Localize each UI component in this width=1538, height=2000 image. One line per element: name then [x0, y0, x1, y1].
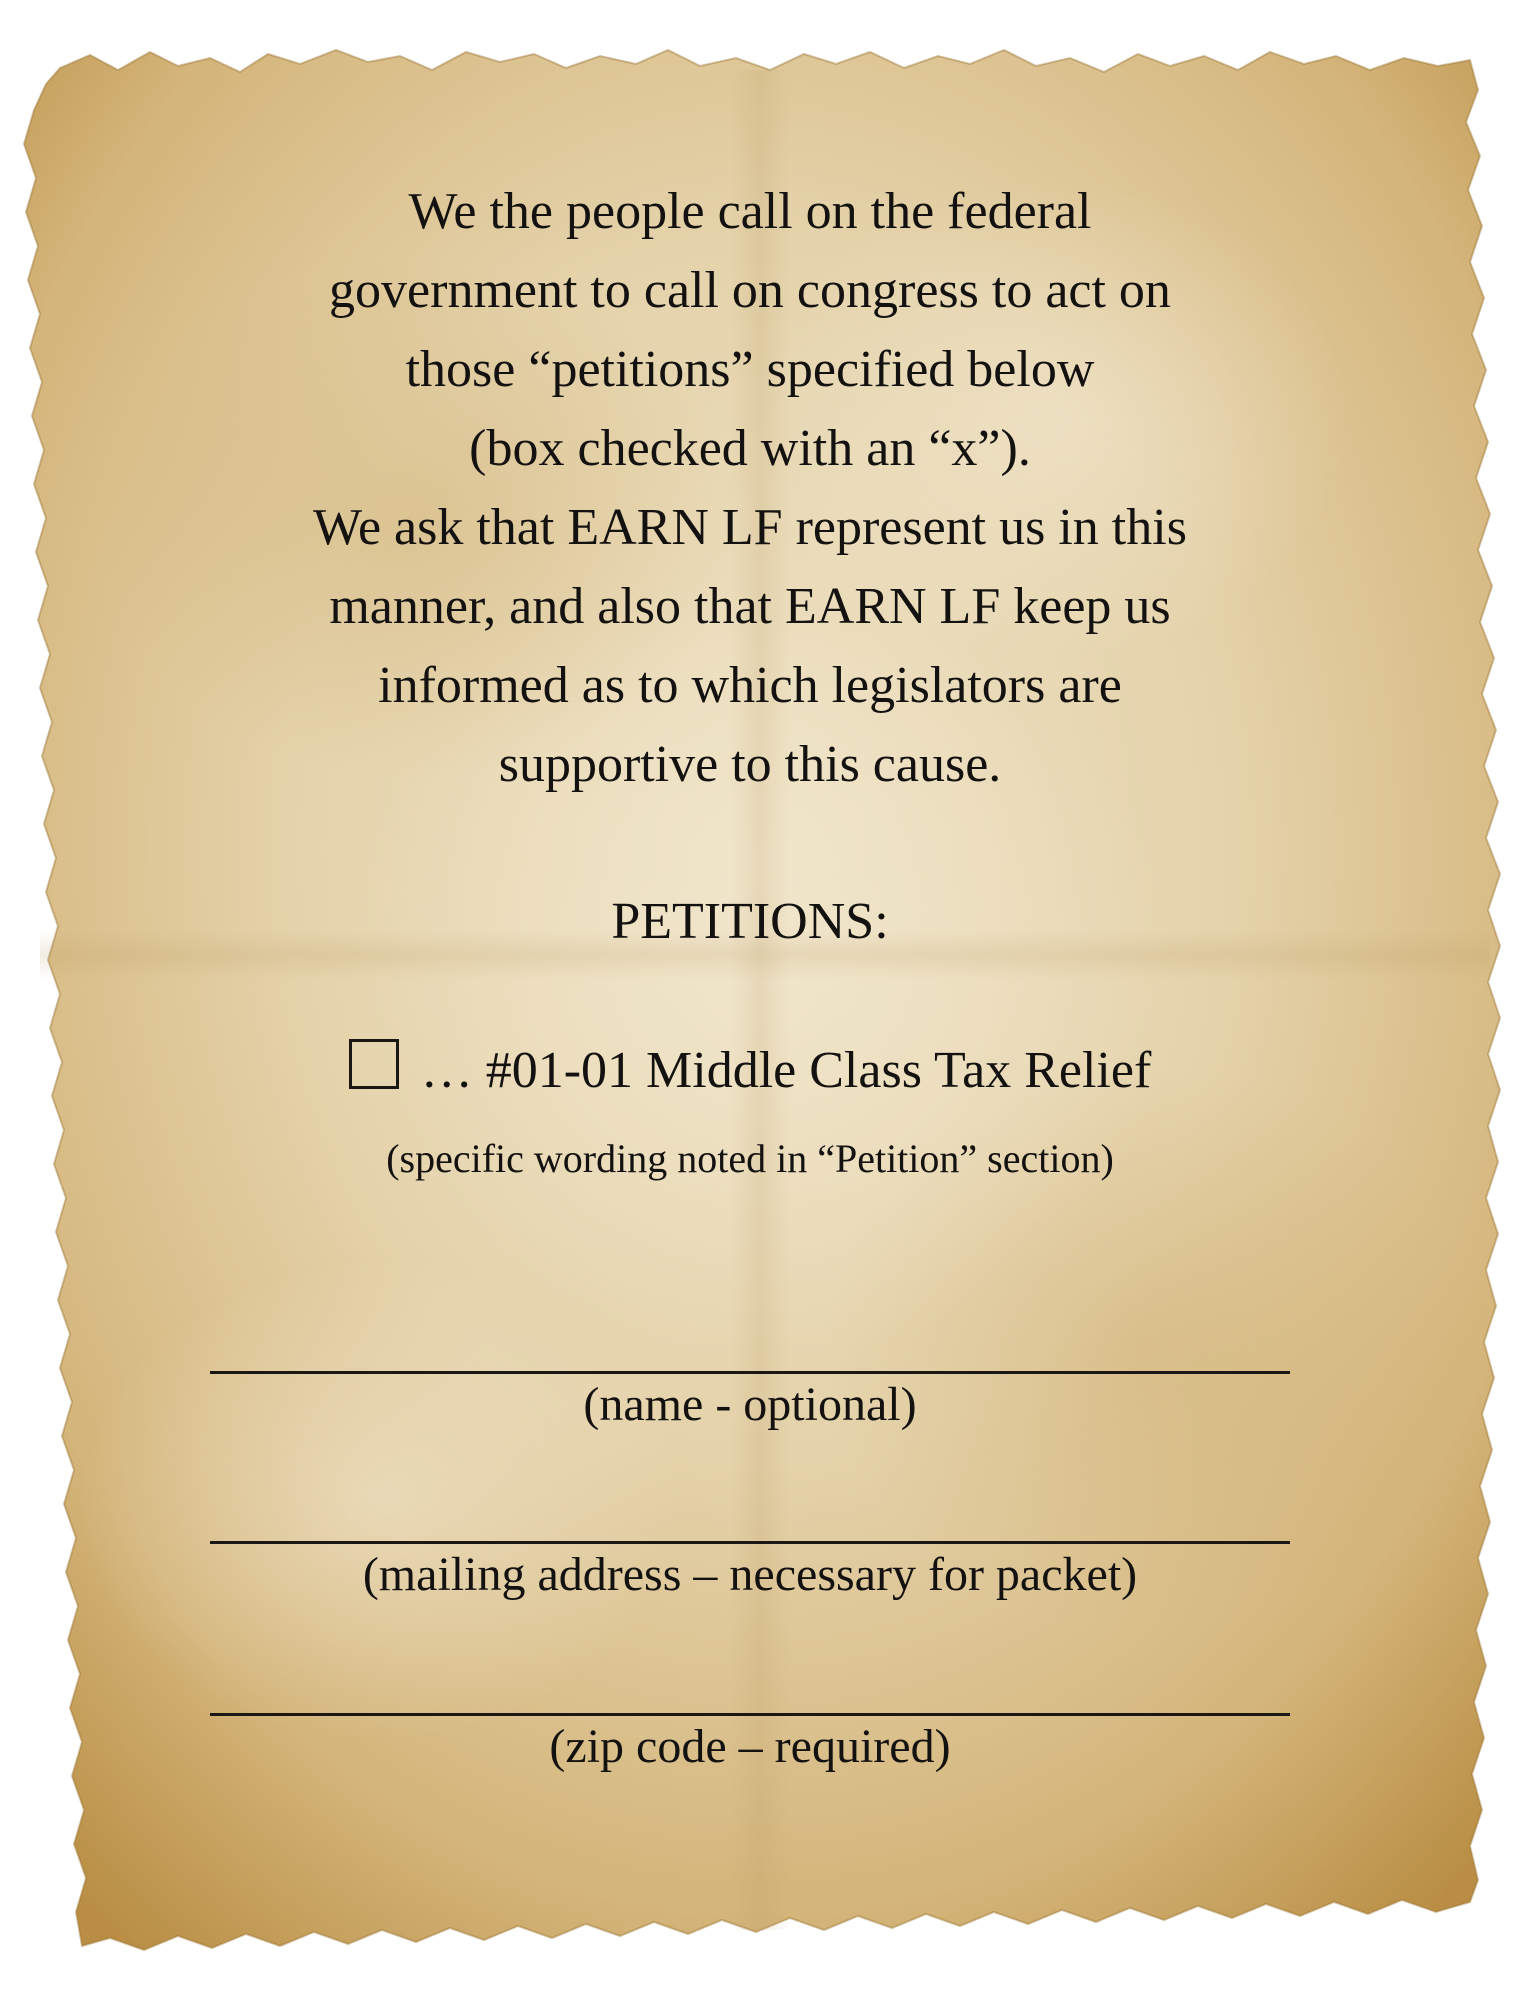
intro-paragraph [150, 172, 1350, 804]
intro-line: We the people call on the federal [408, 183, 1092, 240]
intro-line: supportive to this cause. [498, 736, 1002, 793]
intro-line: (box checked with an “x”). [469, 420, 1031, 477]
intro-line: informed as to which legislators are [378, 657, 1122, 714]
petition-label: … #01-01 Middle Class Tax Relief [420, 1042, 1152, 1099]
name-field-label: (name - optional) [583, 1378, 917, 1431]
intro-line: manner, and also that EARN LF keep us [329, 578, 1171, 635]
petitions-heading: PETITIONS: [611, 893, 889, 950]
mailing-address-underline [210, 1541, 1290, 1544]
name-field[interactable] [210, 1312, 1294, 1368]
name-underline [210, 1371, 1290, 1374]
intro-line: government to call on congress to act on [329, 262, 1171, 319]
mailing-address-label: (mailing address – necessary for packet) [362, 1548, 1138, 1601]
zip-code-field[interactable] [210, 1654, 1294, 1710]
petition-note: (specific wording noted in “Petition” section) [386, 1136, 1114, 1181]
petition-checkbox[interactable] [349, 1039, 399, 1089]
petition-form [150, 0, 1350, 2000]
zip-code-underline [210, 1713, 1290, 1716]
petition-item [150, 1038, 1350, 1104]
mailing-address-field[interactable] [210, 1482, 1294, 1538]
zip-code-label: (zip code – required) [549, 1720, 951, 1773]
intro-line: those “petitions” specified below [405, 341, 1095, 398]
intro-line: We ask that EARN LF represent us in this [313, 499, 1187, 556]
